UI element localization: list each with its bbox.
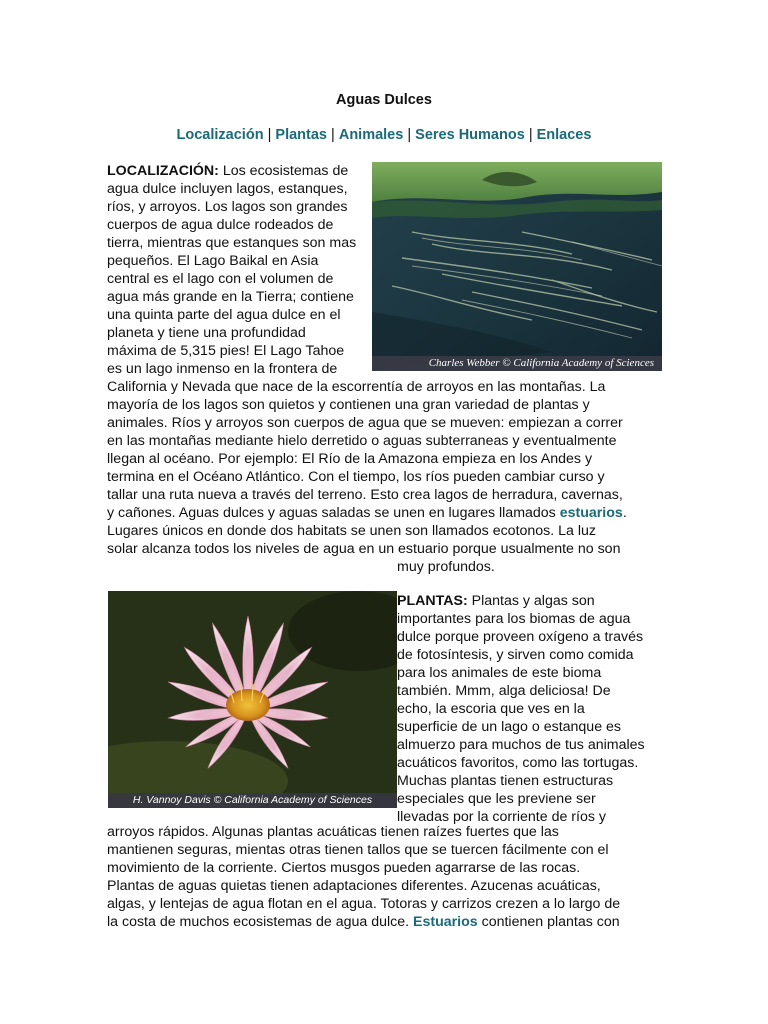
text-line: agua dulce incluyen lagos, estanques,	[107, 181, 348, 197]
plantas-intro	[397, 592, 665, 826]
text-line	[107, 504, 667, 522]
text-line: una quinta parte del agua dulce en el	[107, 307, 341, 323]
localizacion-heading: LOCALIZACIÓN:	[107, 163, 219, 179]
plantas-continued	[107, 823, 667, 931]
localizacion-intro	[107, 162, 369, 378]
text-line: acuáticos favoritos, como las tortugas.	[397, 755, 639, 771]
text-line: echo, la escoria que ves en la	[397, 701, 585, 717]
text-line: también. Mmm, alga deliciosa! De	[397, 683, 611, 699]
localizacion-continued	[107, 378, 667, 576]
photo-caption: Charles Webber © California Academy of Sciences	[372, 356, 662, 371]
text-line: almuerzo para muchos de tus animales	[397, 737, 645, 753]
section-nav	[0, 127, 768, 143]
text-line: algas, y lentejas de agua flotan en el agua. Totoras y carrizos crezen a lo largo de	[107, 896, 621, 912]
text-line: especiales que les previene ser	[397, 791, 596, 807]
text-line	[107, 162, 369, 180]
text-line	[397, 592, 665, 610]
text-line: de fotosíntesis, y sirven como comida	[397, 647, 634, 663]
nav-link-animales[interactable]: Animales	[338, 127, 404, 143]
text-line: mayoría de los lagos son quietos y contienen una gran variedad de plantas y	[107, 397, 590, 413]
text-line: central es el lago con el volumen de	[107, 271, 334, 287]
nav-separator: |	[407, 127, 412, 143]
text-line: solar alcanza todos los niveles de agua en un estuario porque usualmente no son	[107, 541, 621, 557]
nav-link-seres-humanos[interactable]: Seres Humanos	[415, 127, 525, 143]
text-line: agua más grande en la Tierra; contiene	[107, 289, 354, 305]
text-fragment: contienen plantas con	[477, 914, 620, 930]
text-line: arroyos rápidos. Algunas plantas acuáticas tienen raízes fuertes que las	[107, 824, 559, 840]
text-fragment: .	[622, 505, 627, 521]
text-line: tallar una ruta nueva a través del terreno. Esto crea lagos de herradura, cavernas,	[107, 487, 623, 503]
nav-link-localizacion[interactable]: Localización	[176, 127, 264, 143]
estuarios-link[interactable]: Estuarios	[413, 914, 478, 930]
text-line: ríos, y arroyos. Los lagos son grandes	[107, 199, 348, 215]
photo-caption: H. Vannoy Davis © California Academy of Sciences	[108, 793, 397, 808]
nav-separator: |	[528, 127, 533, 143]
text-line: termina en el Océano Atlántico. Con el tiempo, los ríos pueden cambiar curso y	[107, 469, 605, 485]
text-line: animales. Ríos y arroyos son cuerpos de agua que se mueven: empiezan a correr	[107, 415, 623, 431]
lake-photo	[372, 162, 662, 371]
text-line: llevadas por la corriente de ríos y	[397, 809, 606, 825]
text-line: mantienen seguras, mientas otras tienen tallos que se tuercen fácilmente con el	[107, 842, 609, 858]
estuarios-link[interactable]: estuarios	[559, 505, 623, 521]
text-line: Lugares únicos en donde dos habitats se unen son llamados ecotonos. La luz	[107, 523, 597, 539]
text-line: muy profundos.	[397, 559, 495, 575]
text-fragment: y cañones. Aguas dulces y aguas saladas se unen en lugares llamados	[107, 505, 560, 521]
text-line: dulce porque proveen oxígeno a través	[397, 629, 644, 645]
text-line: Muchas plantas tienen estructuras	[397, 773, 614, 789]
text-line: es un lago inmenso en la frontera de	[107, 361, 338, 377]
text-line: pequeños. El Lago Baikal en Asia	[107, 253, 319, 269]
text-line: Plantas de aguas quietas tienen adaptaciones diferentes. Azucenas acuáticas,	[107, 878, 601, 894]
text-line: superficie de un lago o estanque es	[397, 719, 622, 735]
text-line: California y Nevada que nace de la escorrentía de arroyos en las montañas. La	[107, 379, 606, 395]
plantas-heading: PLANTAS:	[397, 593, 468, 609]
text-fragment: la costa de muchos ecosistemas de agua dulce.	[107, 914, 413, 930]
nav-separator: |	[267, 127, 272, 143]
text-line: importantes para los biomas de agua	[397, 611, 631, 627]
text-line	[107, 913, 667, 931]
text-line: para los animales de este bioma	[397, 665, 602, 681]
lake-illustration	[372, 162, 662, 371]
water-lily-illustration	[108, 591, 397, 808]
text-line: máxima de 5,315 pies! El Lago Tahoe	[107, 343, 345, 359]
text-line: en las montañas mediante hielo derretido o aguas subterraneas y eventualmente	[107, 433, 617, 449]
text-line: tierra, mientras que estanques son mas	[107, 235, 357, 251]
nav-link-enlaces[interactable]: Enlaces	[536, 127, 592, 143]
text-line: llegan al océano. Por ejemplo: El Río de la Amazona empieza en los Andes y	[107, 451, 593, 467]
page-title: Aguas Dulces	[336, 92, 432, 108]
nav-separator: |	[331, 127, 335, 143]
text-line: cuerpos de agua dulce rodeados de	[107, 217, 334, 233]
text-fragment: Plantas y algas son	[467, 593, 595, 609]
text-line: movimiento de la corriente. Ciertos musgos pueden agarrarse de las rocas.	[107, 860, 581, 876]
water-lily-photo	[108, 591, 397, 808]
nav-link-plantas[interactable]: Plantas	[275, 127, 327, 143]
text-line: planeta y tiene una profundidad	[107, 325, 306, 341]
text-fragment: Los ecosistemas de	[218, 163, 349, 179]
